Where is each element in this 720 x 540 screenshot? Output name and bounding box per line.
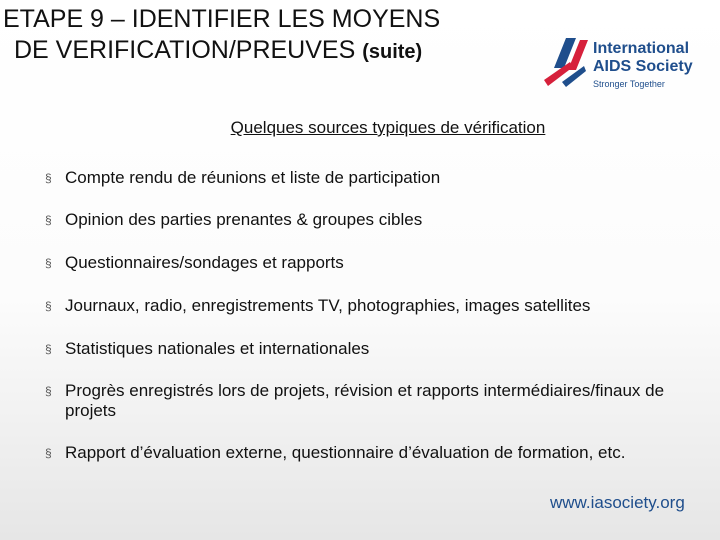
list-item [45,296,705,316]
slide-title [0,4,440,68]
list-item-text: Opinion des parties prenantes & groupes cibles [65,210,423,229]
list-item [45,443,705,463]
ias-logo-line1: International [593,40,690,57]
ias-logo [540,30,700,95]
list-item [45,339,705,359]
list-item-text: Statistiques nationales et internationales [65,339,370,358]
slide-title-line1: ETAPE 9 – IDENTIFIER LES MOYENS [3,5,441,33]
square-bullet-icon: § [45,171,52,185]
list-item [45,168,705,188]
square-bullet-icon: § [45,299,52,313]
list-item-text: Journaux, radio, enregistrements TV, photographies, images satellites [65,296,591,315]
ias-logo-line2: AIDS Society [593,58,693,75]
list-item-text: Rapport d’évaluation externe, questionnaire d’évaluation de formation, etc. [65,443,626,462]
list-item-text: Progrès enregistrés lors de projets, révision et rapports intermédiaires/finaux de projets [65,381,665,420]
slide-title-line2-text: DE VERIFICATION/PREUVES [14,36,356,64]
square-bullet-icon: § [45,256,52,270]
slide-title-suffix: (suite) [362,41,423,63]
list-item [45,381,705,421]
footer-website-url: www.iasociety.org [550,493,685,512]
square-bullet-icon: § [45,213,52,227]
ias-logo-mark-icon [540,32,592,90]
list-item-text: Compte rendu de réunions et liste de participation [65,168,441,187]
square-bullet-icon: § [45,384,52,398]
section-subtitle: Quelques sources typiques de vérification [230,118,546,137]
ias-logo-tagline: Stronger Together [593,79,665,89]
slide-title-line2 [0,35,440,68]
list-item-text: Questionnaires/sondages et rapports [65,253,344,272]
sources-list [45,168,705,463]
list-item [45,210,705,230]
square-bullet-icon: § [45,446,52,460]
square-bullet-icon: § [45,342,52,356]
list-item [45,253,705,273]
